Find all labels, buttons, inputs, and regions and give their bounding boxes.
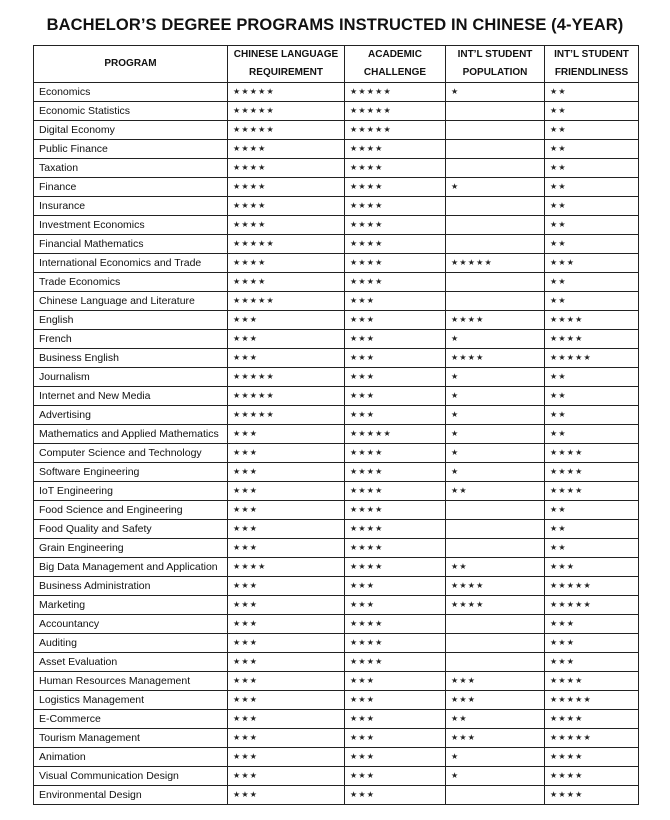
chinese-language-rating-cell: ★★★★★ — [228, 368, 345, 387]
chinese-language-rating-cell: ★★★★★ — [228, 235, 345, 254]
academic-challenge-rating-cell: ★★★★ — [345, 482, 446, 501]
table-row — [34, 425, 639, 444]
academic-challenge-rating-cell: ★★★★ — [345, 539, 446, 558]
table-row — [34, 121, 639, 140]
header-row — [34, 46, 639, 83]
table-row — [34, 767, 639, 786]
program-name-cell: Software Engineering — [34, 463, 228, 482]
student-friendliness-rating-cell: ★★ — [545, 102, 639, 121]
table-row — [34, 216, 639, 235]
student-population-rating-cell: ★ — [446, 387, 545, 406]
table-row — [34, 178, 639, 197]
table-row — [34, 273, 639, 292]
header-line: ACADEMIC — [368, 49, 422, 60]
chinese-language-rating-cell: ★★★ — [228, 748, 345, 767]
chinese-language-rating-cell: ★★★★ — [228, 254, 345, 273]
program-name-cell: Tourism Management — [34, 729, 228, 748]
table-row — [34, 330, 639, 349]
table-row — [34, 482, 639, 501]
academic-challenge-rating-cell: ★★★★ — [345, 558, 446, 577]
student-friendliness-rating-cell: ★★ — [545, 368, 639, 387]
student-friendliness-rating-cell: ★★★★★ — [545, 577, 639, 596]
table-row — [34, 672, 639, 691]
student-friendliness-rating-cell: ★★ — [545, 216, 639, 235]
student-population-rating-cell — [446, 653, 545, 672]
program-name-cell: Food Quality and Safety — [34, 520, 228, 539]
program-name-cell: International Economics and Trade — [34, 254, 228, 273]
program-name-cell: Finance — [34, 178, 228, 197]
table-row — [34, 197, 639, 216]
student-population-rating-cell: ★ — [446, 178, 545, 197]
student-population-rating-cell — [446, 520, 545, 539]
header-line: INT’L STUDENT — [554, 49, 629, 60]
program-name-cell: Animation — [34, 748, 228, 767]
chinese-language-rating-cell: ★★★ — [228, 710, 345, 729]
academic-challenge-rating-cell: ★★★ — [345, 577, 446, 596]
header-line: FRIENDLINESS — [554, 67, 629, 78]
student-friendliness-rating-cell: ★★★★ — [545, 767, 639, 786]
student-population-rating-cell — [446, 634, 545, 653]
chinese-language-rating-cell: ★★★ — [228, 672, 345, 691]
program-name-cell: Financial Mathematics — [34, 235, 228, 254]
academic-challenge-rating-cell: ★★★ — [345, 596, 446, 615]
student-friendliness-rating-cell: ★★★★ — [545, 482, 639, 501]
chinese-language-rating-cell: ★★★★★ — [228, 83, 345, 102]
student-population-rating-cell: ★★ — [446, 482, 545, 501]
header-line: CHALLENGE — [363, 67, 427, 78]
program-name-cell: Visual Communication Design — [34, 767, 228, 786]
student-friendliness-rating-cell: ★★★★ — [545, 748, 639, 767]
student-population-rating-cell: ★ — [446, 463, 545, 482]
student-friendliness-rating-cell: ★★★★ — [545, 786, 639, 805]
student-population-rating-cell — [446, 140, 545, 159]
chinese-language-rating-cell: ★★★ — [228, 539, 345, 558]
student-population-rating-cell: ★★★★ — [446, 596, 545, 615]
table-row — [34, 748, 639, 767]
program-name-cell: IoT Engineering — [34, 482, 228, 501]
program-name-cell: Insurance — [34, 197, 228, 216]
table-body — [34, 83, 639, 805]
academic-challenge-rating-cell: ★★★ — [345, 349, 446, 368]
header-intl-student-population — [446, 46, 545, 83]
student-friendliness-rating-cell: ★★★★★ — [545, 691, 639, 710]
student-friendliness-rating-cell: ★★★ — [545, 653, 639, 672]
chinese-language-rating-cell: ★★★★ — [228, 558, 345, 577]
table-row — [34, 368, 639, 387]
header-program: PROGRAM — [34, 46, 228, 83]
program-name-cell: Grain Engineering — [34, 539, 228, 558]
academic-challenge-rating-cell: ★★★★ — [345, 254, 446, 273]
academic-challenge-rating-cell: ★★★ — [345, 748, 446, 767]
chinese-language-rating-cell: ★★★ — [228, 425, 345, 444]
header-line: POPULATION — [462, 67, 528, 78]
program-name-cell: Investment Economics — [34, 216, 228, 235]
program-name-cell: Business English — [34, 349, 228, 368]
table-row — [34, 710, 639, 729]
student-friendliness-rating-cell: ★★ — [545, 406, 639, 425]
table-row — [34, 558, 639, 577]
header-chinese-language-requirement — [228, 46, 345, 83]
program-name-cell: English — [34, 311, 228, 330]
academic-challenge-rating-cell: ★★★ — [345, 729, 446, 748]
student-friendliness-rating-cell: ★★★★ — [545, 444, 639, 463]
chinese-language-rating-cell: ★★★ — [228, 349, 345, 368]
student-population-rating-cell: ★ — [446, 748, 545, 767]
academic-challenge-rating-cell: ★★★★★ — [345, 83, 446, 102]
chinese-language-rating-cell: ★★★ — [228, 691, 345, 710]
header-academic-challenge — [345, 46, 446, 83]
table-row — [34, 140, 639, 159]
student-population-rating-cell — [446, 615, 545, 634]
academic-challenge-rating-cell: ★★★ — [345, 691, 446, 710]
student-friendliness-rating-cell: ★★★ — [545, 558, 639, 577]
student-friendliness-rating-cell: ★★ — [545, 387, 639, 406]
student-friendliness-rating-cell: ★★ — [545, 140, 639, 159]
table-row — [34, 786, 639, 805]
academic-challenge-rating-cell: ★★★ — [345, 387, 446, 406]
academic-challenge-rating-cell: ★★★★ — [345, 159, 446, 178]
student-population-rating-cell — [446, 235, 545, 254]
program-name-cell: French — [34, 330, 228, 349]
student-friendliness-rating-cell: ★★ — [545, 235, 639, 254]
table-row — [34, 691, 639, 710]
student-friendliness-rating-cell: ★★ — [545, 159, 639, 178]
header-line: CHINESE LANGUAGE — [233, 49, 339, 60]
chinese-language-rating-cell: ★★★ — [228, 596, 345, 615]
program-name-cell: Internet and New Media — [34, 387, 228, 406]
student-population-rating-cell — [446, 786, 545, 805]
student-friendliness-rating-cell: ★★★★ — [545, 710, 639, 729]
program-name-cell: Chinese Language and Literature — [34, 292, 228, 311]
chinese-language-rating-cell: ★★★ — [228, 577, 345, 596]
chinese-language-rating-cell: ★★★ — [228, 444, 345, 463]
chinese-language-rating-cell: ★★★ — [228, 729, 345, 748]
program-name-cell: Economic Statistics — [34, 102, 228, 121]
program-name-cell: Economics — [34, 83, 228, 102]
table-header — [34, 46, 639, 83]
table-row — [34, 596, 639, 615]
program-name-cell: Auditing — [34, 634, 228, 653]
chinese-language-rating-cell: ★★★★★ — [228, 292, 345, 311]
table-row — [34, 311, 639, 330]
program-name-cell: Advertising — [34, 406, 228, 425]
student-friendliness-rating-cell: ★★ — [545, 292, 639, 311]
student-population-rating-cell: ★★★★ — [446, 349, 545, 368]
program-name-cell: Taxation — [34, 159, 228, 178]
student-friendliness-rating-cell: ★★ — [545, 197, 639, 216]
academic-challenge-rating-cell: ★★★ — [345, 672, 446, 691]
chinese-language-rating-cell: ★★★ — [228, 634, 345, 653]
program-name-cell: Mathematics and Applied Mathematics — [34, 425, 228, 444]
student-friendliness-rating-cell: ★★★★ — [545, 672, 639, 691]
program-name-cell: Human Resources Management — [34, 672, 228, 691]
table-row — [34, 102, 639, 121]
chinese-language-rating-cell: ★★★ — [228, 767, 345, 786]
student-population-rating-cell: ★★★★ — [446, 311, 545, 330]
student-friendliness-rating-cell: ★★★ — [545, 634, 639, 653]
header-line: REQUIREMENT — [249, 67, 323, 78]
student-population-rating-cell: ★ — [446, 406, 545, 425]
student-population-rating-cell: ★★★ — [446, 729, 545, 748]
academic-challenge-rating-cell: ★★★★ — [345, 178, 446, 197]
chinese-language-rating-cell: ★★★★ — [228, 178, 345, 197]
student-population-rating-cell — [446, 501, 545, 520]
student-population-rating-cell — [446, 273, 545, 292]
academic-challenge-rating-cell: ★★★★★ — [345, 102, 446, 121]
program-name-cell: Food Science and Engineering — [34, 501, 228, 520]
program-name-cell: Computer Science and Technology — [34, 444, 228, 463]
chinese-language-rating-cell: ★★★ — [228, 653, 345, 672]
chinese-language-rating-cell: ★★★ — [228, 330, 345, 349]
program-name-cell: Accountancy — [34, 615, 228, 634]
academic-challenge-rating-cell: ★★★★ — [345, 501, 446, 520]
student-friendliness-rating-cell: ★★ — [545, 83, 639, 102]
chinese-language-rating-cell: ★★★★ — [228, 140, 345, 159]
student-population-rating-cell: ★★ — [446, 558, 545, 577]
academic-challenge-rating-cell: ★★★ — [345, 710, 446, 729]
academic-challenge-rating-cell: ★★★ — [345, 368, 446, 387]
program-name-cell: Digital Economy — [34, 121, 228, 140]
academic-challenge-rating-cell: ★★★★ — [345, 216, 446, 235]
student-friendliness-rating-cell: ★★ — [545, 178, 639, 197]
program-name-cell: Asset Evaluation — [34, 653, 228, 672]
student-population-rating-cell — [446, 102, 545, 121]
academic-challenge-rating-cell: ★★★ — [345, 330, 446, 349]
program-name-cell: Business Administration — [34, 577, 228, 596]
student-population-rating-cell: ★ — [446, 425, 545, 444]
student-population-rating-cell — [446, 121, 545, 140]
student-friendliness-rating-cell: ★★★★★ — [545, 349, 639, 368]
student-friendliness-rating-cell: ★★ — [545, 273, 639, 292]
chinese-language-rating-cell: ★★★ — [228, 786, 345, 805]
page-title: BACHELOR’S DEGREE PROGRAMS INSTRUCTED IN CHINESE (4-YEAR) — [46, 16, 624, 34]
chinese-language-rating-cell: ★★★ — [228, 311, 345, 330]
academic-challenge-rating-cell: ★★★★ — [345, 140, 446, 159]
program-name-cell: E-Commerce — [34, 710, 228, 729]
table-row — [34, 634, 639, 653]
student-population-rating-cell: ★ — [446, 767, 545, 786]
header-line: INT’L STUDENT — [457, 49, 533, 60]
chinese-language-rating-cell: ★★★ — [228, 482, 345, 501]
program-name-cell: Marketing — [34, 596, 228, 615]
student-population-rating-cell: ★★ — [446, 710, 545, 729]
table-row — [34, 729, 639, 748]
student-friendliness-rating-cell: ★★ — [545, 539, 639, 558]
academic-challenge-rating-cell: ★★★ — [345, 406, 446, 425]
table-row — [34, 159, 639, 178]
header-intl-student-friendliness — [545, 46, 639, 83]
student-friendliness-rating-cell: ★★★ — [545, 254, 639, 273]
academic-challenge-rating-cell: ★★★★★ — [345, 121, 446, 140]
academic-challenge-rating-cell: ★★★ — [345, 786, 446, 805]
academic-challenge-rating-cell: ★★★★ — [345, 463, 446, 482]
student-friendliness-rating-cell: ★★★★ — [545, 311, 639, 330]
academic-challenge-rating-cell: ★★★★ — [345, 197, 446, 216]
academic-challenge-rating-cell: ★★★ — [345, 311, 446, 330]
academic-challenge-rating-cell: ★★★★ — [345, 634, 446, 653]
table-row — [34, 520, 639, 539]
academic-challenge-rating-cell: ★★★★ — [345, 653, 446, 672]
student-friendliness-rating-cell: ★★ — [545, 121, 639, 140]
student-population-rating-cell — [446, 539, 545, 558]
academic-challenge-rating-cell: ★★★★ — [345, 520, 446, 539]
student-friendliness-rating-cell: ★★★ — [545, 615, 639, 634]
chinese-language-rating-cell: ★★★★ — [228, 273, 345, 292]
table-row — [34, 235, 639, 254]
student-friendliness-rating-cell: ★★★★ — [545, 330, 639, 349]
student-population-rating-cell — [446, 159, 545, 178]
student-population-rating-cell: ★★★★ — [446, 577, 545, 596]
table-row — [34, 577, 639, 596]
program-name-cell: Big Data Management and Application — [34, 558, 228, 577]
student-friendliness-rating-cell: ★★ — [545, 425, 639, 444]
chinese-language-rating-cell: ★★★★★ — [228, 387, 345, 406]
student-friendliness-rating-cell: ★★★★★ — [545, 729, 639, 748]
academic-challenge-rating-cell: ★★★ — [345, 767, 446, 786]
program-name-cell: Trade Economics — [34, 273, 228, 292]
program-name-cell: Logistics Management — [34, 691, 228, 710]
academic-challenge-rating-cell: ★★★★ — [345, 615, 446, 634]
table-row — [34, 254, 639, 273]
student-population-rating-cell: ★ — [446, 368, 545, 387]
program-name-cell: Public Finance — [34, 140, 228, 159]
student-population-rating-cell: ★★★ — [446, 672, 545, 691]
student-friendliness-rating-cell: ★★ — [545, 501, 639, 520]
chinese-language-rating-cell: ★★★★ — [228, 216, 345, 235]
student-population-rating-cell — [446, 292, 545, 311]
table-row — [34, 615, 639, 634]
program-name-cell: Environmental Design — [34, 786, 228, 805]
table-row — [34, 349, 639, 368]
academic-challenge-rating-cell: ★★★★ — [345, 273, 446, 292]
chinese-language-rating-cell: ★★★★★ — [228, 121, 345, 140]
table-row — [34, 292, 639, 311]
student-population-rating-cell: ★★★★★ — [446, 254, 545, 273]
chinese-language-rating-cell: ★★★ — [228, 463, 345, 482]
academic-challenge-rating-cell: ★★★★★ — [345, 425, 446, 444]
student-friendliness-rating-cell: ★★★★★ — [545, 596, 639, 615]
academic-challenge-rating-cell: ★★★ — [345, 292, 446, 311]
chinese-language-rating-cell: ★★★★★ — [228, 102, 345, 121]
academic-challenge-rating-cell: ★★★★ — [345, 235, 446, 254]
student-friendliness-rating-cell: ★★★★ — [545, 463, 639, 482]
table-row — [34, 539, 639, 558]
programs-table — [33, 45, 639, 805]
table-row — [34, 463, 639, 482]
chinese-language-rating-cell: ★★★★ — [228, 197, 345, 216]
chinese-language-rating-cell: ★★★★ — [228, 159, 345, 178]
chinese-language-rating-cell: ★★★ — [228, 501, 345, 520]
table-row — [34, 406, 639, 425]
table-row — [34, 444, 639, 463]
table-row — [34, 501, 639, 520]
student-population-rating-cell: ★ — [446, 330, 545, 349]
student-population-rating-cell: ★ — [446, 83, 545, 102]
table-row — [34, 83, 639, 102]
chinese-language-rating-cell: ★★★★★ — [228, 406, 345, 425]
chinese-language-rating-cell: ★★★ — [228, 615, 345, 634]
academic-challenge-rating-cell: ★★★★ — [345, 444, 446, 463]
student-friendliness-rating-cell: ★★ — [545, 520, 639, 539]
table-row — [34, 387, 639, 406]
table-row — [34, 653, 639, 672]
chinese-language-rating-cell: ★★★ — [228, 520, 345, 539]
student-population-rating-cell — [446, 197, 545, 216]
student-population-rating-cell: ★ — [446, 444, 545, 463]
student-population-rating-cell — [446, 216, 545, 235]
program-name-cell: Journalism — [34, 368, 228, 387]
student-population-rating-cell: ★★★ — [446, 691, 545, 710]
